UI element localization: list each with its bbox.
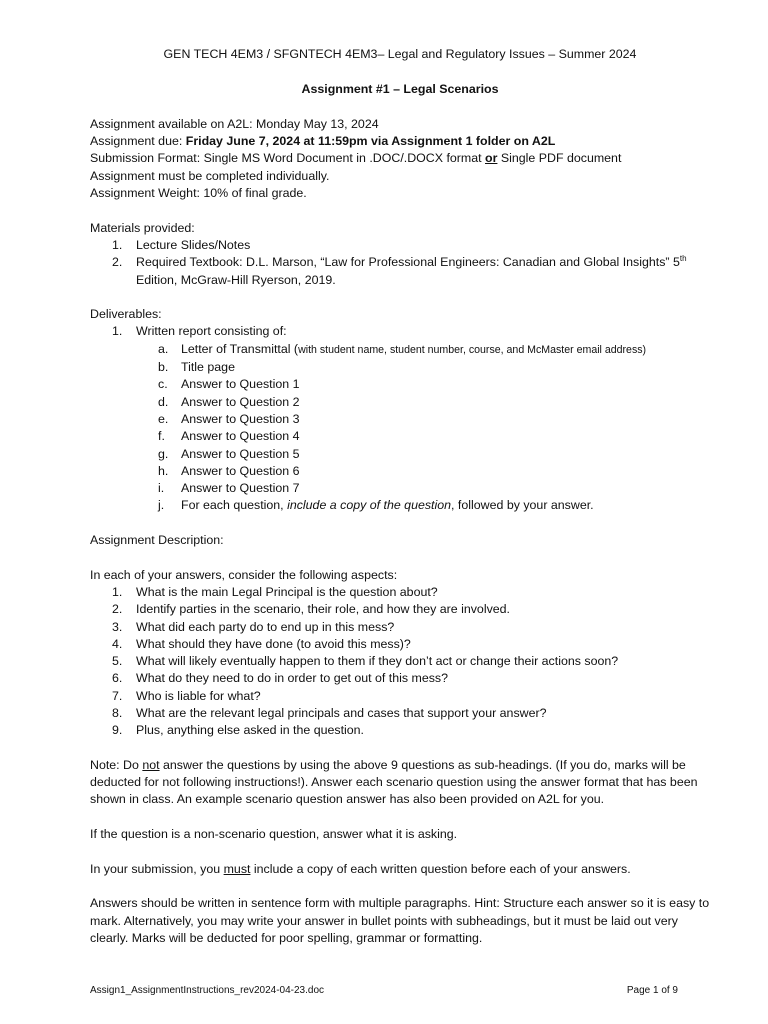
aspects-list (90, 584, 710, 740)
assignment-weight: Assignment Weight: 10% of final grade. (90, 186, 307, 201)
available-date: Assignment available on A2L: Monday May 13, 2024 (90, 116, 379, 131)
list-item: d. Answer to Question 2 (158, 394, 300, 409)
list-item: 8. What are the relevant legal principals and cases that support your answer? (112, 705, 547, 720)
list-item: g. Answer to Question 5 (158, 446, 300, 461)
due-date-value: Friday June 7, 2024 at 11:59pm via Assignment 1 folder on A2L (185, 134, 556, 149)
list-item: a. Letter of Transmittal (with student name, student number, course, and McMaster email address) (158, 341, 647, 356)
list-item: 5. What will likely eventually happen to them if they don’t act or change their actions soon? (112, 654, 619, 669)
deliverables-sublist (90, 341, 710, 515)
note-paragraph: Note: Do not answer the questions by using the above 9 questions as sub-headings. (If you do, marks will be deducted for not following instructions!). Answer each scenario question using the answer format that has been shown in class. An example scenario question answer has also been provided on A2L for you. (90, 757, 698, 807)
list-item: 7. Who is liable for what? (112, 688, 261, 703)
page-footer (90, 985, 678, 996)
list-item: 2. Identify parties in the scenario, their role, and how they are involved. (112, 602, 510, 617)
list-item: 9. Plus, anything else asked in the question. (112, 723, 364, 738)
description-intro: In each of your answers, consider the following aspects: (90, 567, 398, 582)
assignment-title: Assignment #1 – Legal Scenarios (301, 81, 499, 96)
submission-format: Submission Format: Single MS Word Document in .DOC/.DOCX format or Single PDF document (90, 151, 622, 166)
document-body (90, 46, 710, 947)
list-item: 2. Required Textbook: D.L. Marson, “Law for Professional Engineers: Canadian and Global Insights” 5th Edition, McGraw-Hill Ryerson, 2019. (112, 254, 687, 287)
page-number: Page 1 of 9 (626, 985, 678, 996)
materials-list (90, 237, 710, 289)
list-item: 3. What did each party do to end up in this mess? (112, 619, 395, 634)
list-item: 1. Lecture Slides/Notes (112, 237, 251, 252)
list-item: b. Title page (158, 360, 235, 375)
list-item: 6. What do they need to do in order to get out of this mess? (112, 671, 449, 686)
individual-note: Assignment must be completed individually. (90, 168, 330, 183)
footer-filename: Assign1_AssignmentInstructions_rev2024-04-23.doc (90, 985, 325, 996)
list-item: j. For each question, include a copy of the question, followed by your answer. (158, 498, 594, 513)
description-heading: Assignment Description: (90, 533, 224, 548)
list-item: 1. Written report consisting of: (112, 324, 287, 339)
non-scenario-paragraph: If the question is a non-scenario question, answer what it is asking. (90, 827, 458, 842)
list-item: f. Answer to Question 4 (158, 429, 300, 444)
course-header: GEN TECH 4EM3 / SFGNTECH 4EM3– Legal and Regulatory Issues – Summer 2024 (163, 47, 637, 61)
deliverables-heading: Deliverables: (90, 307, 162, 322)
materials-heading: Materials provided: (90, 220, 195, 235)
list-item: e. Answer to Question 3 (158, 411, 300, 426)
list-item: h. Answer to Question 6 (158, 463, 300, 478)
due-date: Assignment due: Friday June 7, 2024 at 11:59pm via Assignment 1 folder on A2L (90, 134, 556, 149)
list-item: c. Answer to Question 1 (158, 377, 300, 392)
deliverables-list (90, 323, 710, 340)
submission-paragraph: In your submission, you must include a copy of each written question before each of your answers. (90, 861, 631, 876)
answers-paragraph: Answers should be written in sentence form with multiple paragraphs. Hint: Structure each answer so it is easy to mark. Alternatively, you may write your answer in bullet points with subheadings, but it must be laid out very clearly. Marks will be deducted for poor spelling, grammar or formatting. (90, 896, 710, 945)
format-or: or (485, 151, 498, 166)
list-item: 1. What is the main Legal Principal is the question about? (112, 584, 438, 599)
list-item: 4. What should they have done (to avoid this mess)? (112, 636, 411, 651)
list-item: i. Answer to Question 7 (158, 481, 300, 496)
